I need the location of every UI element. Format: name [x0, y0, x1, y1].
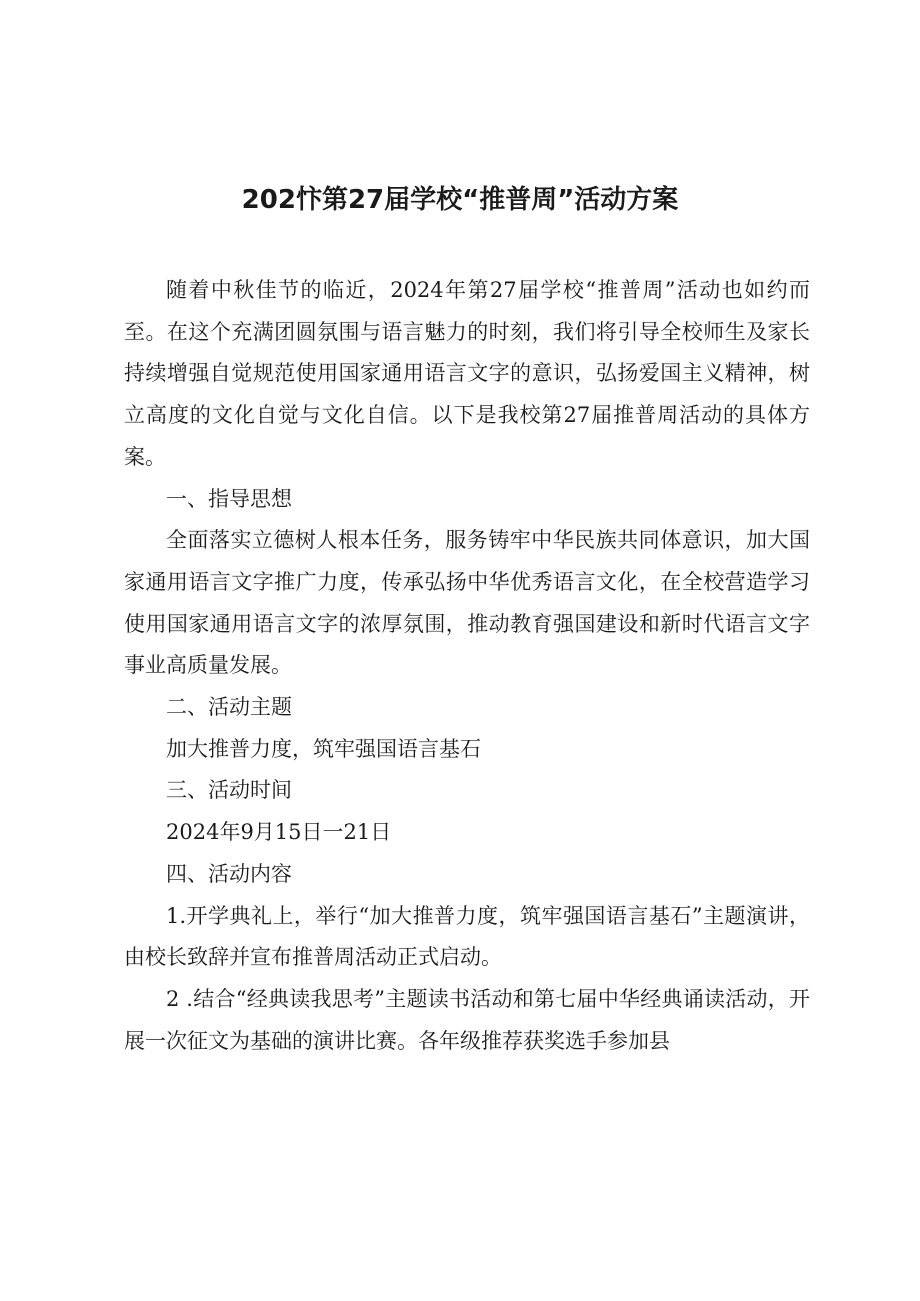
section-heading-activity-theme: 二、活动主题	[166, 695, 292, 720]
document-title: 202忭第27届学校“推普周”活动方案	[241, 185, 679, 215]
section-heading-activity-content: 四、活动内容	[166, 861, 292, 886]
section-heading-guiding-ideology: 一、指导思想	[166, 486, 292, 511]
activity-theme-paragraph: 加大推普力度，筑牢强国语言基石	[166, 736, 481, 761]
activity-content-item-1: 1.开学典礼上，举行“加大推普力度，筑牢强国语言基石”主题演讲，由校长致辞并宣布推普周活动正式启动。	[124, 903, 810, 970]
activity-time-paragraph: 2024年9月15日一21日	[166, 820, 392, 845]
activity-content-item-2: 2 .结合“经典读我思考”主题读书活动和第七届中华经典诵读活动，开展一次征文为基础的演讲比赛。各年级推荐获奖选手参加县	[124, 986, 810, 1053]
section-heading-activity-time: 三、活动时间	[166, 778, 292, 803]
intro-paragraph: 随着中秋佳节的临近，2024年第27届学校“推普周”活动也如约而至。在这个充满团圆氛围与语言魅力的时刻，我们将引导全校师生及家长持续增强自觉规范使用国家通用语言文字的意识，弘扬爱国主义精神，树立高度的文化自觉与文化自信。以下是我校第27届推普周活动的具体方案。	[124, 278, 810, 469]
guiding-ideology-paragraph: 全面落实立德树人根本任务，服务铸牢中华民族共同体意识，加大国家通用语言文字推广力度，传承弘扬中华优秀语言文化，在全校营造学习使用国家通用语言文字的浓厚氛围，推动教育强国建设和新时代语言文字事业高质量发展。	[124, 528, 810, 678]
document-body	[124, 270, 810, 1062]
